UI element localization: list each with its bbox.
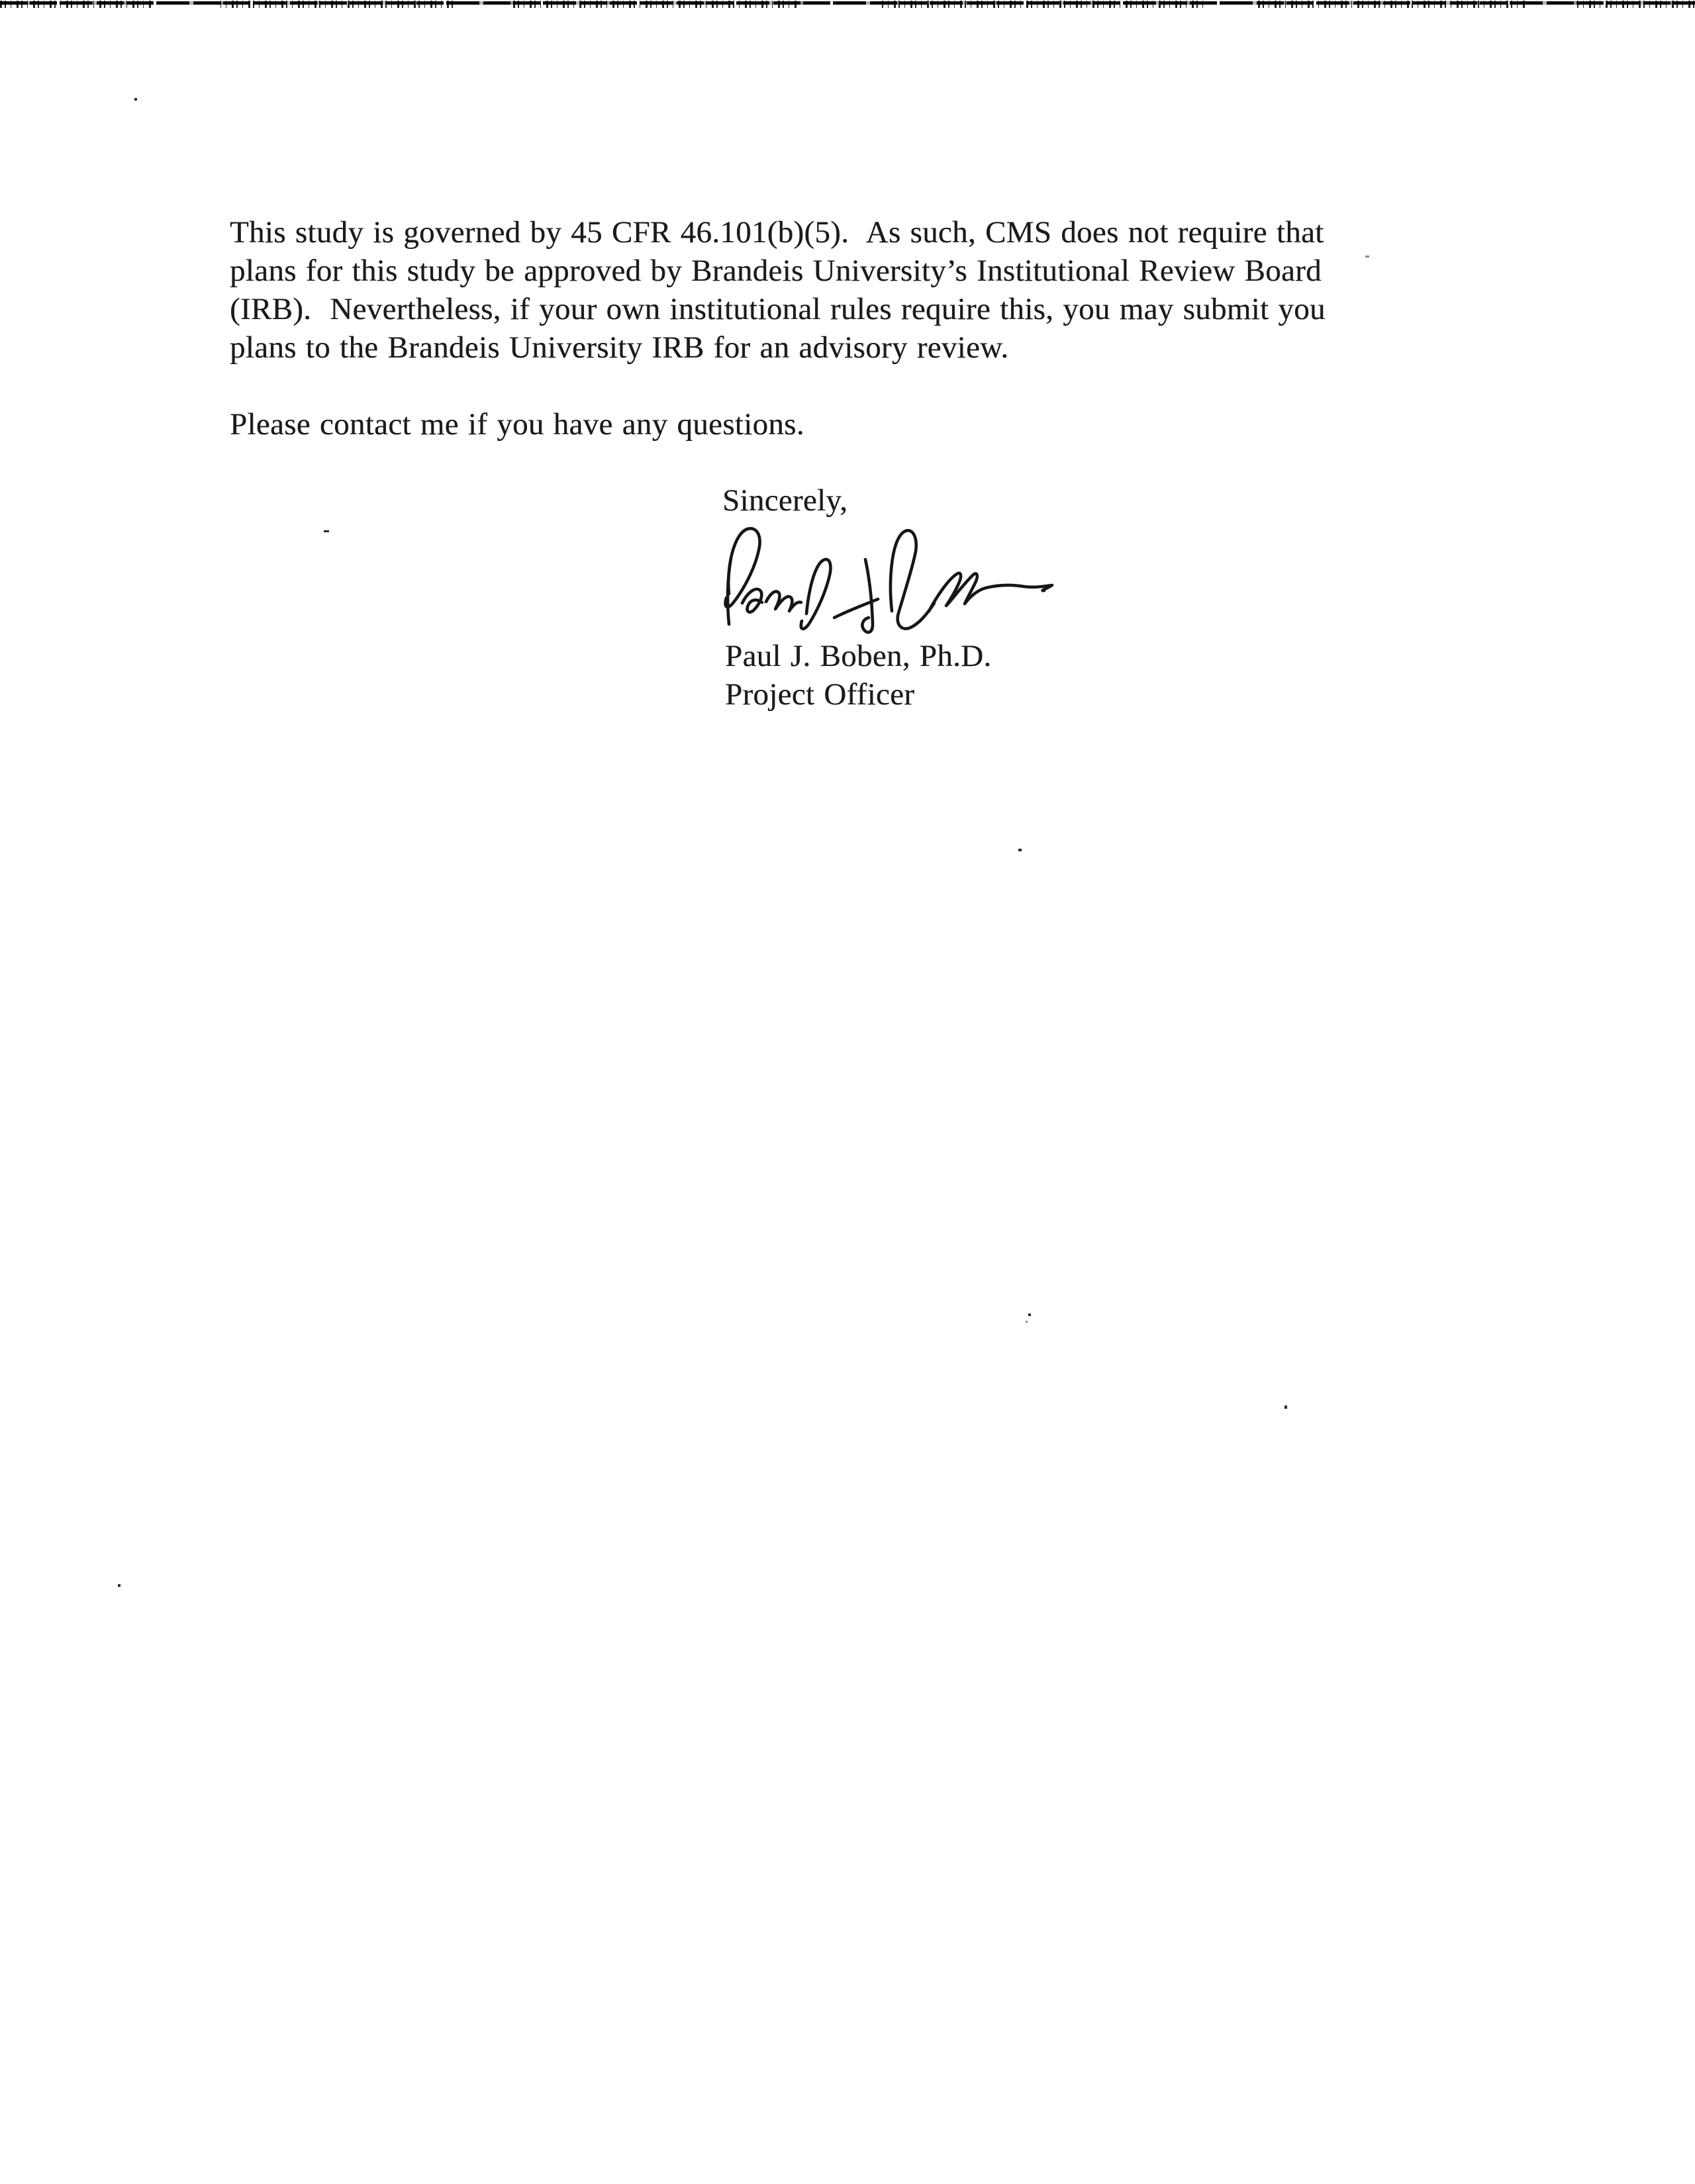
signer-title [725,675,914,714]
body-paragraph-2 [230,405,804,444]
handwritten-signature [718,525,1059,641]
signed-name [725,637,991,675]
paragraph-line: (IRB). Nevertheless, if your own institutional rules require this, you may submit you [230,292,1326,326]
paragraph-line: This study is governed by 45 CFR 46.101(b)(5). As such, CMS does not require that [230,215,1324,250]
signed-name-text: Paul J. Boben, Ph.D. [725,639,992,673]
valediction-text: Sincerely, [722,483,848,518]
scan-speck [1028,1313,1031,1316]
scan-speck [1026,1321,1028,1323]
scan-speck [1018,849,1022,851]
signature-strokes [718,525,1059,641]
paragraph-line: Please contact me if you have any questions. [230,407,804,442]
scan-speck [1365,256,1369,258]
scan-artifact-top-edge [0,0,1695,9]
scan-speck [134,98,137,101]
valediction [722,481,848,520]
scan-speck [118,1584,121,1587]
body-paragraph-1 [230,213,1326,367]
paragraph-line: plans for this study be approved by Brandeis University’s Institutional Review Board [230,254,1322,288]
scan-edge-teeth [0,1,1695,8]
paragraph-line: plans to the Brandeis University IRB for an advisory review. [230,330,1009,365]
scan-speck [324,530,329,532]
scan-speck [1284,1405,1287,1409]
signer-title-text: Project Officer [725,677,915,712]
